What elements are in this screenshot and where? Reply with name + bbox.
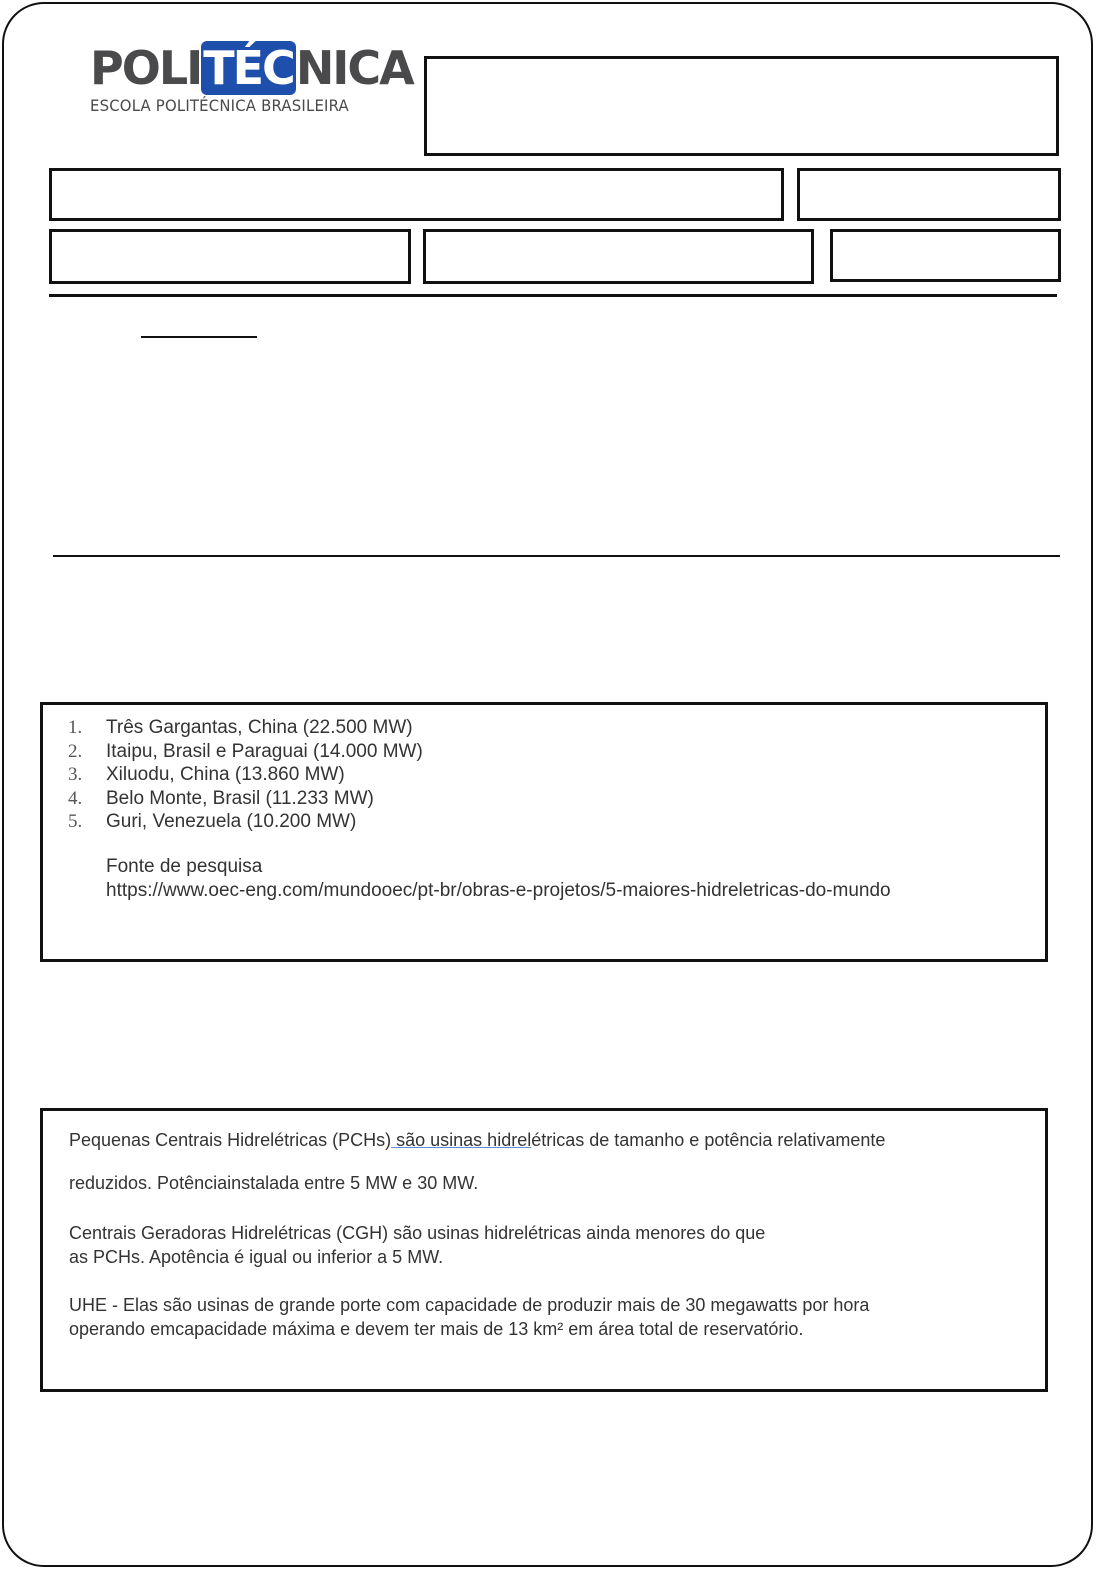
logo-wordmark — [90, 41, 413, 95]
divider — [49, 294, 1057, 297]
cgh-line-2: as PCHs. Apotência é igual ou inferior a 5 MW. — [69, 1247, 444, 1267]
uhe-line: UHE - Elas são usinas de grande porte com capacidade de produzir mais de 30 megawatts por hora — [69, 1295, 870, 1315]
header-field-name[interactable] — [49, 168, 784, 221]
header-field-date[interactable] — [797, 168, 1061, 221]
logo-subtitle: ESCOLA POLITÉCNICA BRASILEIRA — [90, 96, 349, 115]
source-url[interactable]: https://www.oec-eng.com/mundooec/pt-br/obras-e-projetos/5-maiores-hidreletricas-do-mundo — [106, 880, 891, 901]
definitions — [69, 1128, 885, 1341]
list-number: 2. — [68, 740, 83, 762]
source-label: Fonte de pesquisa — [106, 856, 263, 877]
list-item — [68, 787, 423, 811]
list-text: Xiluodu, China (13.860 MW) — [106, 764, 345, 785]
header-field-3[interactable] — [830, 229, 1061, 282]
list-text: Guri, Venezuela (10.200 MW) — [106, 811, 357, 832]
list-item — [68, 810, 423, 834]
list-number: 3. — [68, 764, 83, 785]
text: étricas de tamanho e potência relativamente — [531, 1130, 886, 1150]
header-field-title[interactable] — [424, 56, 1059, 156]
pch-line-2: reduzidos. Potênciainstalada entre 5 MW e 30 MW. — [69, 1173, 479, 1193]
uhe-line-2: operando emcapacidade máxima e devem ter mais de 13 km² em área total de reservatório. — [69, 1319, 804, 1339]
short-underline — [141, 336, 257, 338]
divider — [53, 555, 1060, 557]
logo-post: NICA — [295, 41, 413, 95]
list-number: 1. — [68, 717, 83, 738]
logo-pre: POLI — [90, 41, 202, 95]
cgh-line: Centrais Geradoras Hidrelétricas (CGH) são usinas hidrelétricas ainda menores do que — [69, 1223, 766, 1243]
pch-line — [69, 1128, 885, 1152]
text: Pequenas Centrais Hidrelétricas (PCHs) — [69, 1130, 392, 1150]
header-field-1[interactable] — [49, 229, 411, 284]
list-text: Belo Monte, Brasil (11.233 MW) — [106, 787, 374, 809]
list-text: Três Gargantas, China (22.500 MW) — [106, 717, 413, 738]
logo — [90, 41, 413, 115]
list-item — [68, 740, 423, 764]
list-number: 4. — [68, 787, 83, 809]
header-field-2[interactable] — [423, 229, 814, 284]
list-item — [68, 716, 423, 740]
list-item — [68, 763, 423, 787]
logo-highlight: TÉC — [203, 41, 294, 95]
list-text: Itaipu, Brasil e Paraguai (14.000 MW) — [106, 740, 423, 762]
plants-list — [68, 716, 423, 834]
spellcheck-underlined-text: são usinas hidrel — [391, 1130, 532, 1150]
source-block — [106, 855, 891, 903]
list-number: 5. — [68, 811, 83, 832]
